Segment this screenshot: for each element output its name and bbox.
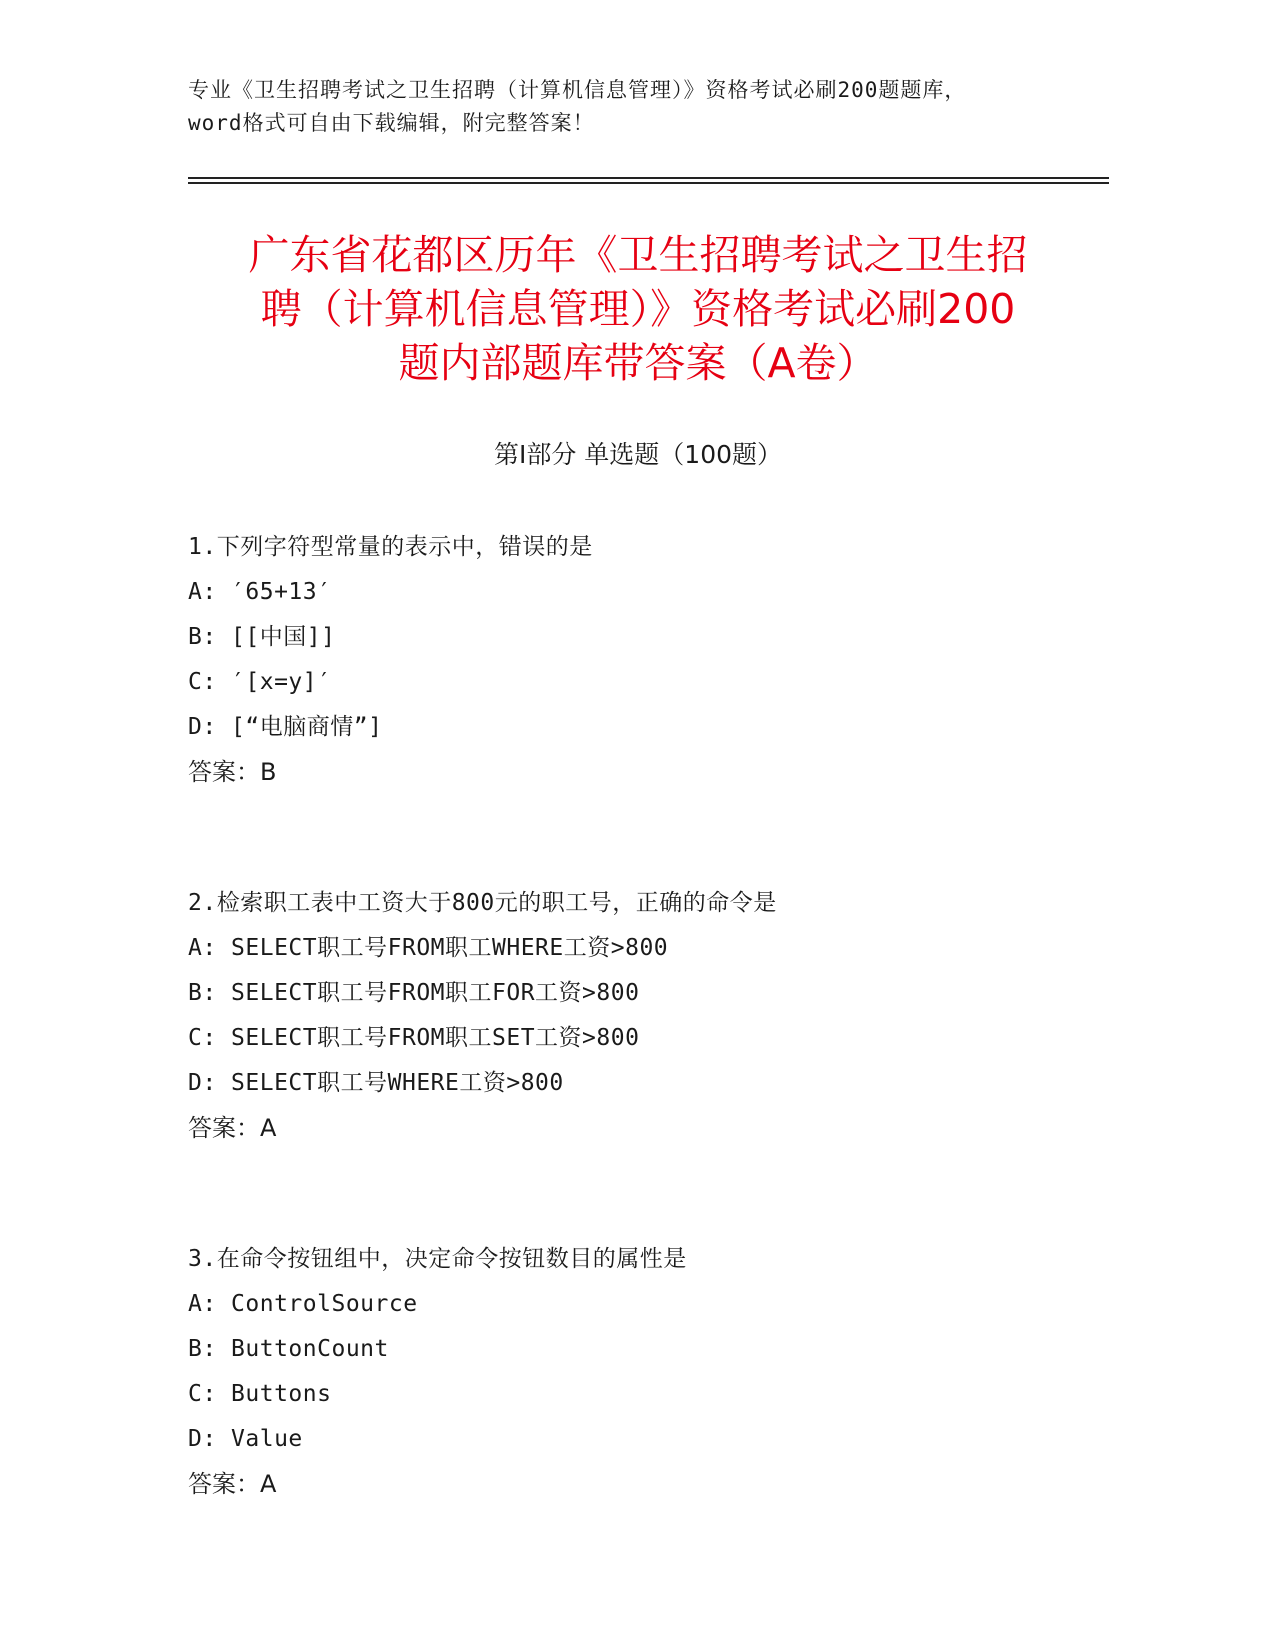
question-stem: 3.在命令按钮组中，决定命令按钮数目的属性是	[188, 1246, 687, 1272]
header-divider-top	[188, 177, 1109, 179]
document-title-line-2: 聘（计算机信息管理）》资格考试必刷200	[260, 285, 1016, 333]
question-stem: 1.下列字符型常量的表示中，错误的是	[188, 534, 593, 560]
question-item	[188, 525, 1088, 795]
option-d: D: SELECT职工号WHERE工资>800	[188, 1070, 564, 1096]
answer-line: 答案：A	[188, 1470, 277, 1498]
header-note	[188, 74, 1108, 140]
option-a: A: ControlSource	[188, 1291, 418, 1317]
header-note-line-2: word格式可自由下载编辑，附完整答案！	[188, 111, 595, 135]
header-divider-bottom	[188, 182, 1109, 184]
option-d: D: [“电脑商情”]	[188, 714, 383, 740]
option-b: B: [[中国]]	[188, 624, 336, 650]
answer-line: 答案：A	[188, 1114, 277, 1142]
section-title: 第I部分 单选题（100题）	[493, 440, 783, 469]
option-b: B: ButtonCount	[188, 1336, 389, 1362]
option-c: C: SELECT职工号FROM职工SET工资>800	[188, 1025, 640, 1051]
document-title	[188, 228, 1088, 390]
question-stem: 2.检索职工表中工资大于800元的职工号，正确的命令是	[188, 890, 777, 916]
document-title-line-1: 广东省花都区历年《卫生招聘考试之卫生招	[248, 231, 1028, 279]
question-item	[188, 881, 1088, 1151]
question-list	[188, 525, 1088, 1593]
option-b: B: SELECT职工号FROM职工FOR工资>800	[188, 980, 640, 1006]
option-d: D: Value	[188, 1426, 303, 1452]
document-title-line-3: 题内部题库带答案（A卷）	[398, 339, 878, 387]
option-a: A: SELECT职工号FROM职工WHERE工资>800	[188, 935, 669, 961]
answer-line: 答案：B	[188, 758, 277, 786]
option-a: A: ′65+13′	[188, 579, 332, 605]
option-c: C: ′[x=y]′	[188, 669, 332, 695]
question-item	[188, 1237, 1088, 1507]
header-note-line-1: 专业《卫生招聘考试之卫生招聘（计算机信息管理）》资格考试必刷200题题库，	[188, 78, 967, 102]
option-c: C: Buttons	[188, 1381, 332, 1407]
